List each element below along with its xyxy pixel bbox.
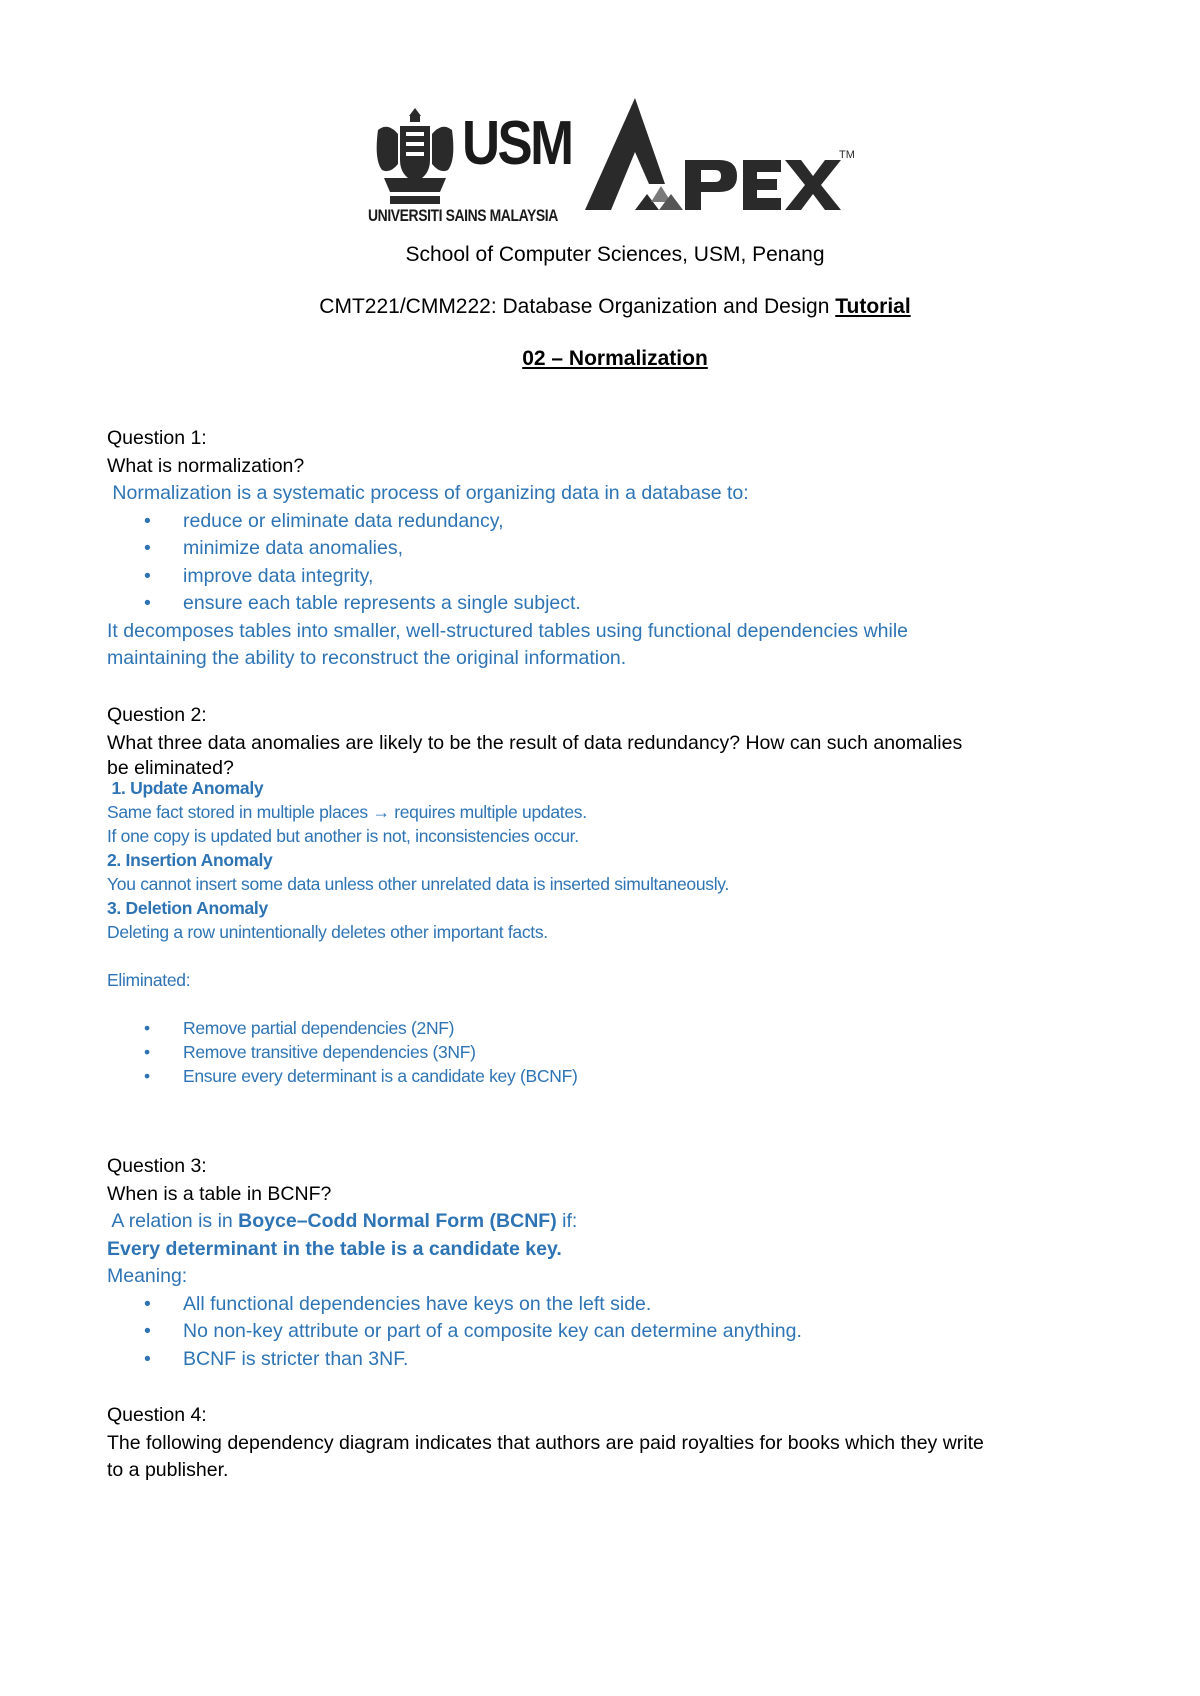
bullet-icon: • xyxy=(144,564,151,587)
question-4-text-line-2: to a publisher. xyxy=(107,1459,229,1481)
question-1-label: Question 1: xyxy=(107,427,207,449)
apex-logo xyxy=(585,98,865,223)
bullet-icon: • xyxy=(144,1042,150,1062)
course-title xyxy=(0,295,1200,319)
question-2-text-line-2: be eliminated? xyxy=(107,757,234,779)
answer-2-bullet: • Remove transitive dependencies (3NF) xyxy=(144,1042,476,1062)
question-2-label: Question 2: xyxy=(107,704,207,726)
answer-2-section xyxy=(107,776,1117,1088)
bullet-icon: • xyxy=(144,537,151,559)
topic-title: 02 – Normalization xyxy=(522,347,708,370)
trademark-mark: TM xyxy=(839,149,855,161)
question-1-section xyxy=(107,425,1117,673)
answer-1-bullet: • improve data integrity, xyxy=(107,563,1117,591)
question-4-label: Question 4: xyxy=(107,1404,207,1426)
bullet-icon: • xyxy=(144,1066,150,1086)
bullet-icon: • xyxy=(144,1347,151,1370)
answer-1-outro-line-2: maintaining the ability to reconstruct the original information. xyxy=(107,647,627,669)
answer-2-bullet: • Ensure every determinant is a candidate key (BCNF) xyxy=(144,1066,578,1086)
question-3-section xyxy=(107,1153,1117,1373)
bullet-icon: • xyxy=(144,1018,150,1038)
answer-3-bullet: • No non-key attribute or part of a composite key can determine anything. xyxy=(107,1318,1117,1346)
question-3-text: When is a table in BCNF? xyxy=(107,1182,332,1205)
question-3-label: Question 3: xyxy=(107,1155,207,1177)
answer-3-bullet: • BCNF is stricter than 3NF. xyxy=(107,1346,1117,1374)
answer-2-bullet: • Remove partial dependencies (2NF) xyxy=(144,1018,455,1038)
bullet-icon: • xyxy=(144,592,151,614)
deletion-anomaly-line-1: Deleting a row unintentionally deletes other important facts. xyxy=(107,922,548,942)
answer-1-outro-line-1: It decomposes tables into smaller, well-structured tables using functional dependencies while xyxy=(107,619,909,642)
school-name: School of Computer Sciences, USM, Penang xyxy=(405,243,825,266)
update-anomaly-line-1: Same fact stored in multiple places → requires multiple updates. xyxy=(107,802,587,822)
usm-name: UNIVERSITI SAINS MALAYSIA xyxy=(368,206,558,225)
meaning-label: Meaning: xyxy=(107,1265,188,1287)
answer-1-intro: Normalization is a systematic process of organizing data in a database to: xyxy=(107,482,749,504)
eliminated-label: Eliminated: xyxy=(107,970,191,990)
bullet-icon: • xyxy=(144,509,151,532)
usm-crest-logo xyxy=(370,100,460,220)
question-2-section xyxy=(107,702,1117,779)
usm-wordmark: USM xyxy=(462,109,572,178)
question-4-text-line-1: The following dependency diagram indicates that authors are paid royalties for books which they write xyxy=(107,1431,984,1454)
question-1-text: What is normalization? xyxy=(107,454,305,477)
question-2-text-line-1: What three data anomalies are likely to be the result of data redundancy? How can such anomalies xyxy=(107,731,963,754)
course-tag: Tutorial xyxy=(835,295,911,318)
answer-1-bullet: • ensure each table represents a single subject. xyxy=(107,590,1117,618)
header-logos xyxy=(370,98,870,228)
deletion-anomaly-title: 3. Deletion Anomaly xyxy=(107,898,268,918)
question-4-section xyxy=(107,1402,1117,1485)
update-anomaly-line-2: If one copy is updated but another is not, inconsistencies occur. xyxy=(107,826,579,846)
update-anomaly-title: 1. Update Anomaly xyxy=(107,778,264,798)
answer-1-bullet: • reduce or eliminate data redundancy, xyxy=(107,508,1117,536)
course-code: CMT221/CMM222: Database Organization and Design xyxy=(319,295,830,318)
insertion-anomaly-title: 2. Insertion Anomaly xyxy=(107,850,273,870)
bcnf-rule: Every determinant in the table is a candidate key. xyxy=(107,1237,562,1260)
answer-3-intro: A relation is in Boyce–Codd Normal Form (BCNF) if: xyxy=(107,1210,578,1232)
answer-1-bullet: • minimize data anomalies, xyxy=(107,535,1117,563)
bullet-icon: • xyxy=(144,1320,151,1342)
insertion-anomaly-line-1: You cannot insert some data unless other unrelated data is inserted simultaneously. xyxy=(107,874,730,894)
answer-3-bullet: • All functional dependencies have keys on the left side. xyxy=(107,1291,1117,1319)
bullet-icon: • xyxy=(144,1292,151,1315)
